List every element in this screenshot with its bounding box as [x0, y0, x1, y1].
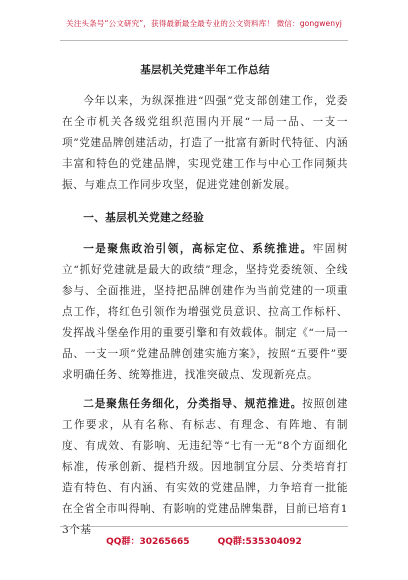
- paragraph-1-lead: 一是聚焦政治引领，高标定位、系统推进。: [83, 243, 313, 255]
- section-heading: 一、基层机关党建之经验: [83, 212, 205, 224]
- paragraph-2-lead: 二是聚焦任务细化，分类指导、规范推进。: [83, 398, 303, 410]
- footer-qq-group-1: QQ群：30265665: [106, 537, 190, 547]
- banner-text: 关注头条号“公文研究”，获得最新最全最专业的公文资料库！ 微信：gongwenyj: [66, 18, 342, 28]
- paragraph-1: [62, 239, 348, 386]
- footer-divider: [60, 526, 348, 527]
- paragraph-1-body: 牢固树立“抓好党建就是最大的政绩”理念，坚持党委统领、全线参与、全面推进，坚持把品牌创建作为当前党建的一项重点工作，将红色引领作为增强党员意识、拉高工作标杆、发挥战斗堡垒作用的重要引擎和有效载体。制定《“一局一品、一支一项”党建品牌创建实施方案》，按照“五要件”要求明确任务、统筹推进，找准突破点、发现新亮点。: [62, 243, 348, 381]
- paragraph-2: [62, 394, 348, 541]
- header-divider: [60, 40, 348, 41]
- document-body: [62, 62, 348, 541]
- footer-qq-group-2: QQ群:535304092: [217, 537, 302, 547]
- top-banner: [0, 14, 408, 32]
- paragraph-2-body: 按照创建工作要求，从有名称、有标志、有理念、有阵地、有制度、有成效、有影响、无违纪等“七有一无”8个方面细化标准，传承创新、提档升级。因地制宜分层、分类培育打造有特色、有内涵、有实效的党建品牌，力争培育一批能在全省全市叫得响、有影响的党建品牌集群，目前已培育13个基: [62, 398, 348, 536]
- footer: [0, 534, 408, 547]
- document-title: 基层机关党建半年工作总结: [140, 64, 270, 76]
- intro-paragraph: 今年以来，为纵深推进“四强”党支部创建工作，党委在全市机关各级党组织范围内开展“一局一品、一支一项”党建品牌创建活动，打造了一批富有新时代特征、内涵丰富和特色的党建品牌，实现党建工作与中心工作同频共振、与难点工作同步攻坚，促进党建创新发展。: [62, 95, 348, 191]
